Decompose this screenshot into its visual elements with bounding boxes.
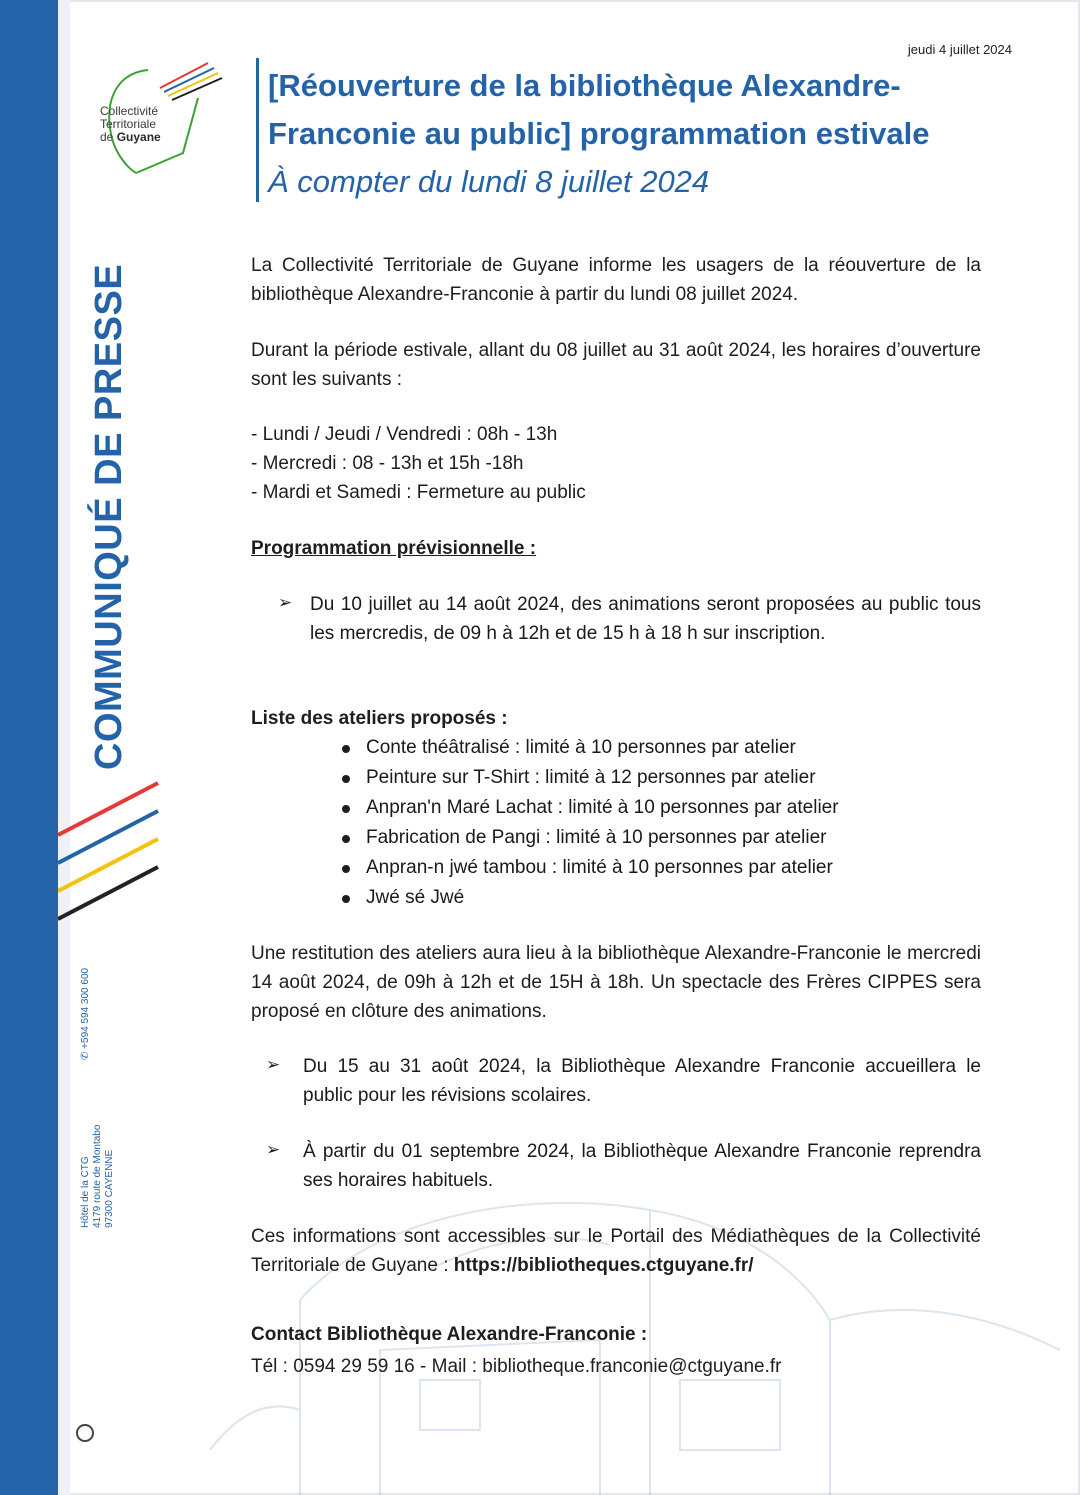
- atelier-item: Anpran'n Maré Lachat : limité à 10 personnes par atelier: [340, 793, 839, 823]
- programme-heading: Programmation prévisionnelle :: [251, 538, 537, 559]
- contact-heading: Contact Bibliothèque Alexandre-Franconie :: [251, 1324, 648, 1345]
- address-line-1: Hôtel de la CTG: [80, 1156, 91, 1228]
- phone-number: [80, 968, 91, 1060]
- portal-paragraph: [251, 1222, 981, 1280]
- postal-address: [80, 1125, 116, 1228]
- logo-line-3-prefix: de: [100, 130, 117, 144]
- phone-icon: ✆: [80, 1048, 91, 1060]
- sidebar-light-band: [58, 0, 70, 1495]
- atelier-item: Conte théâtralisé : limité à 10 personnes par atelier: [340, 733, 839, 763]
- arrow-bullet-icon: ➢: [266, 1140, 281, 1159]
- hours-item: - Lundi / Jeudi / Vendredi : 08h - 13h: [251, 424, 558, 445]
- intro-paragraph: La Collectivité Territoriale de Guyane informe les usagers de la réouverture de la bibliothèque Alexandre-Franconie à partir du lundi 08 juillet 2024.: [251, 255, 981, 305]
- period-paragraph: Durant la période estivale, allant du 08 juillet au 31 août 2024, les horaires d’ouverture sont les suivants :: [251, 340, 981, 390]
- portal-link[interactable]: https://bibliotheques.ctguyane.fr/: [453, 1255, 754, 1276]
- hours-item: - Mardi et Samedi : Fermeture au public: [251, 482, 586, 503]
- flag-stripes-icon: [58, 775, 168, 935]
- release-date: jeudi 4 juillet 2024: [907, 42, 1012, 57]
- logo-line-2: Territoriale: [100, 117, 157, 131]
- press-release-label: COMMUNIQUÉ DE PRESSE: [88, 263, 130, 770]
- address-line-2: 4179 route de Montabo: [92, 1124, 103, 1228]
- hours-list: [251, 420, 981, 507]
- logo-line-3-bold: Guyane: [116, 130, 161, 144]
- atelier-item: Jwé sé Jwé: [340, 883, 839, 913]
- programme-item-animations: Du 10 juillet au 14 août 2024, des animations seront proposées au public tous les mercredis, de 09 h à 12h et de 15 h à 18 h sur inscription.: [310, 594, 981, 644]
- atelier-item: Peinture sur T-Shirt : limité à 12 personnes par atelier: [340, 763, 839, 793]
- logo-line-1: Collectivité: [100, 104, 159, 118]
- title-accent-bar: [256, 58, 259, 202]
- arrow-bullet-icon: ➢: [278, 593, 293, 612]
- ateliers-heading: Liste des ateliers proposés :: [251, 708, 508, 729]
- programme-item-revisions: Du 15 au 31 août 2024, la Bibliothèque Alexandre Franconie accueillera le public pour les révisions scolaires.: [303, 1056, 981, 1106]
- programme-item-september: À partir du 01 septembre 2024, la Bibliothèque Alexandre Franconie reprendra ses horaires habituels.: [303, 1141, 981, 1191]
- page-title: [Réouverture de la bibliothèque Alexandre-Franconie au public] programmation estivale: [268, 68, 930, 151]
- address-line-3: 97300 CAYENNE: [104, 1149, 115, 1228]
- sidebar-blue-band: [0, 0, 58, 1495]
- website-link[interactable]: WWW.CTGUYANE.FR: [42, 977, 57, 1130]
- contact-details: Tél : 0594 29 59 16 - Mail : bibliotheque.franconie@ctguyane.fr: [251, 1356, 782, 1377]
- hours-item: - Mercredi : 08 - 13h et 15h -18h: [251, 453, 524, 474]
- logo-line-3: [100, 131, 161, 144]
- ateliers-list: [340, 733, 839, 913]
- logo-wordmark: [100, 105, 161, 144]
- phone-value: +594 594 300 600: [80, 967, 91, 1049]
- portal-text: Ces informations sont accessibles sur le Portail des Médiathèques de la Collectivité Territoriale de Guyane :: [251, 1226, 981, 1276]
- atelier-item: Anpran-n jwé tambou : limité à 10 personnes par atelier: [340, 853, 839, 883]
- footer-circle-icon: [76, 1424, 94, 1442]
- restitution-paragraph: Une restitution des ateliers aura lieu à la bibliothèque Alexandre-Franconie le mercredi 14 août 2024, de 09h à 12h et de 15H à 18h. Un spectacle des Frères CIPPES sera proposé en clôture des animations.: [251, 943, 981, 1022]
- page-subtitle: À compter du lundi 8 juillet 2024: [268, 164, 710, 199]
- atelier-item: Fabrication de Pangi : limité à 10 personnes par atelier: [340, 823, 839, 853]
- arrow-bullet-icon: ➢: [266, 1055, 281, 1074]
